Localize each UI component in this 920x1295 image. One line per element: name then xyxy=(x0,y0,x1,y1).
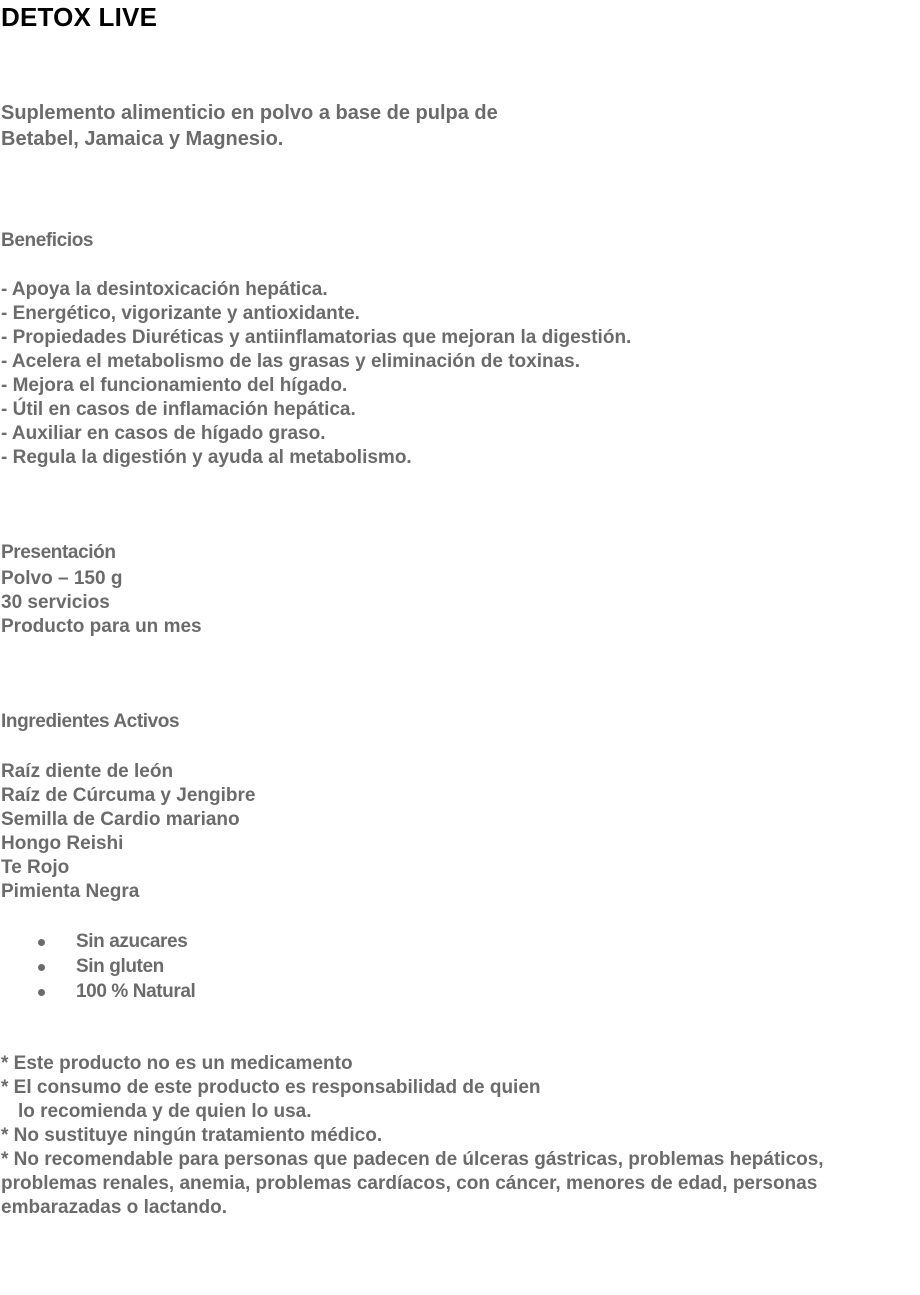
presentacion-heading: Presentación xyxy=(1,542,116,563)
product-subtitle xyxy=(1,100,498,152)
list-item: - Energético, vigorizante y antioxidante. xyxy=(1,303,360,324)
claim-text: Sin gluten xyxy=(76,956,164,977)
list-item: Raíz diente de león xyxy=(1,761,174,782)
list-item: Pimienta Negra xyxy=(1,881,140,902)
list-item: Polvo – 150 g xyxy=(1,568,123,589)
list-item xyxy=(1,929,401,954)
note-item: * Este producto no es un medicamento xyxy=(1,1053,353,1074)
list-item: - Propiedades Diuréticas y antiinflamatorias que mejoran la digestión. xyxy=(1,327,632,348)
note-line-continuation: lo recomienda y de quien lo usa. xyxy=(18,1101,312,1122)
claims-list xyxy=(1,929,401,1004)
list-item: Raíz de Cúrcuma y Jengibre xyxy=(1,785,256,806)
list-item: - Auxiliar en casos de hígado graso. xyxy=(1,423,326,444)
ingredientes-list xyxy=(1,760,255,904)
list-item xyxy=(1,979,401,1004)
list-item: Te Rojo xyxy=(1,857,70,878)
list-item: - Regula la digestión y ayuda al metabolismo. xyxy=(1,447,412,468)
claim-text: 100 % Natural xyxy=(76,981,196,1002)
beneficios-list xyxy=(1,278,631,470)
beneficios-heading: Beneficios xyxy=(1,230,94,251)
ingredientes-heading: Ingredientes Activos xyxy=(1,711,180,732)
list-item: Producto para un mes xyxy=(1,616,202,637)
list-item: Hongo Reishi xyxy=(1,833,124,854)
subtitle-line-1: Suplemento alimenticio en polvo a base de pulpa de xyxy=(1,102,498,124)
note-item xyxy=(1,1076,901,1124)
list-item: - Apoya la desintoxicación hepática. xyxy=(1,279,328,300)
bullet-icon xyxy=(38,964,45,971)
note-line: * El consumo de este producto es responsabilidad de quien xyxy=(1,1077,541,1098)
product-title: DETOX LIVE xyxy=(1,2,158,32)
presentacion-list xyxy=(1,567,202,639)
bullet-icon xyxy=(38,989,45,996)
list-item: 30 servicios xyxy=(1,592,110,613)
bullet-icon xyxy=(38,939,45,946)
note-item: * No recomendable para personas que padecen de úlceras gástricas, problemas hepáticos, problemas renales, anemia, problemas cardíacos, con cáncer, menores de edad, personas embarazadas o lactando. xyxy=(1,1149,824,1218)
subtitle-line-2: Betabel, Jamaica y Magnesio. xyxy=(1,128,284,150)
list-item: Semilla de Cardio mariano xyxy=(1,809,240,830)
list-item xyxy=(1,954,401,979)
claim-text: Sin azucares xyxy=(76,931,188,952)
list-item: - Acelera el metabolismo de las grasas y eliminación de toxinas. xyxy=(1,351,581,372)
list-item: - Mejora el funcionamiento del hígado. xyxy=(1,375,348,396)
disclaimer-notes xyxy=(1,1052,901,1220)
list-item: - Útil en casos de inflamación hepática. xyxy=(1,399,356,420)
note-item: * No sustituye ningún tratamiento médico. xyxy=(1,1125,383,1146)
